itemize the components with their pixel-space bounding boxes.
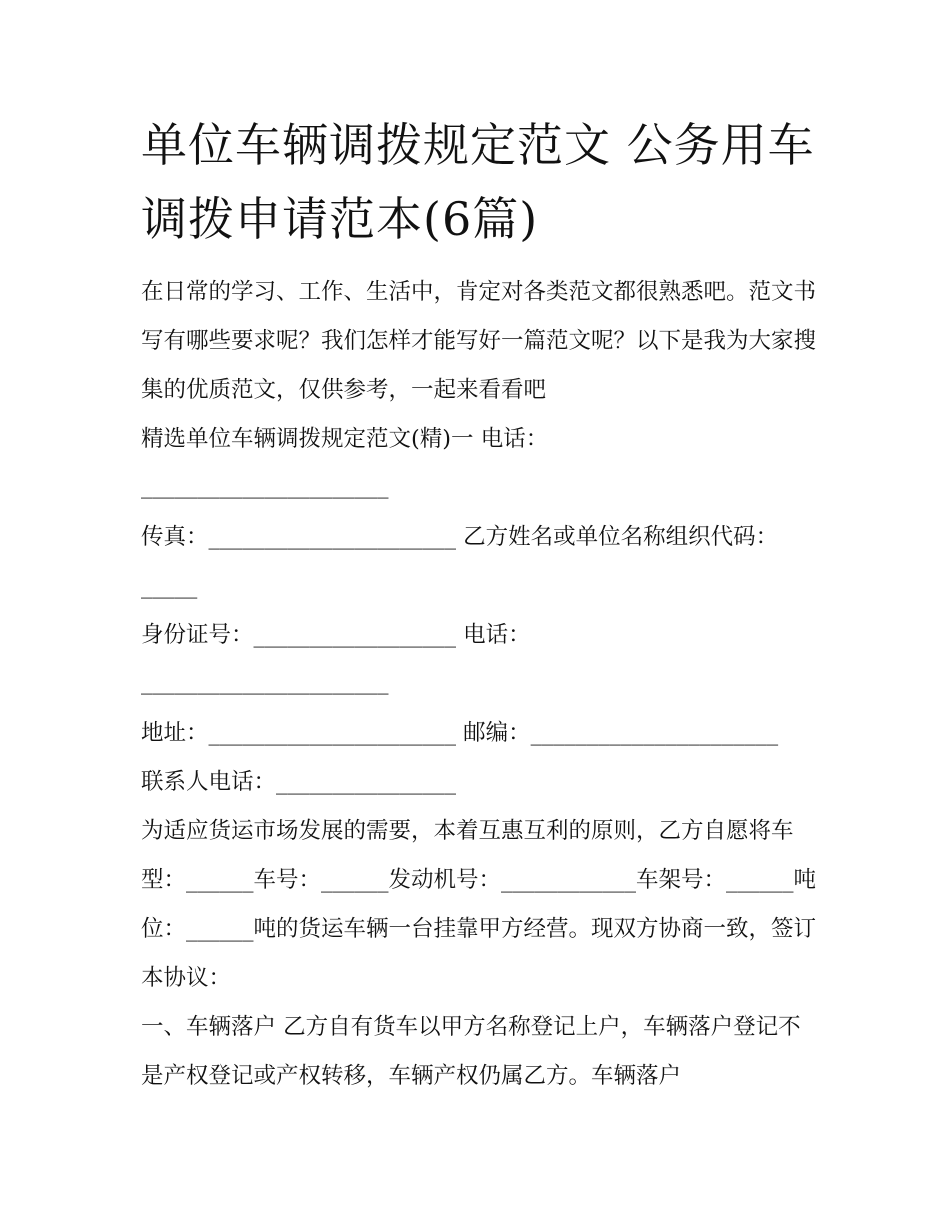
id-blank: ______________________	[141, 669, 389, 695]
document-title: 单位车辆调拨规定范文 公务用车调拨申请范本(6篇)	[141, 118, 815, 246]
phone-blank: ______________________	[141, 473, 389, 499]
section-1-paragraph: 一、车辆落户 乙方自有货车以甲方名称登记上户，车辆落户登记不是产权登记或产权转移，车辆产权仍属乙方。车辆落户	[141, 1014, 801, 1089]
fax-line: 传真：______________________ 乙方姓名或单位名称组织代码：_____	[141, 524, 779, 599]
intro-paragraph: 在日常的学习、工作、生活中，肯定对各类范文都很熟悉吧。范文书写有哪些要求呢？我们怎样才能写好一篇范文呢？以下是我为大家搜集的优质范文，仅供参考，一起来看看吧	[141, 279, 817, 403]
address-line: 地址：______________________ 邮编：______________________	[141, 720, 779, 746]
id-line: 身份证号：__________________ 电话：	[141, 622, 531, 648]
document-page	[141, 108, 821, 1101]
purpose-paragraph: 为适应货运市场发展的需要，本着互惠互利的原则，乙方自愿将车型：______车号：______发动机号：____________车架号：______吨位：______吨的货运车辆一台挂靠甲方经营。现双方协商一致，签订本协议：	[141, 818, 817, 991]
contact-line: 联系人电话：________________	[141, 769, 457, 795]
phone-line: 精选单位车辆调拨规定范文(精)一 电话：	[141, 426, 549, 452]
